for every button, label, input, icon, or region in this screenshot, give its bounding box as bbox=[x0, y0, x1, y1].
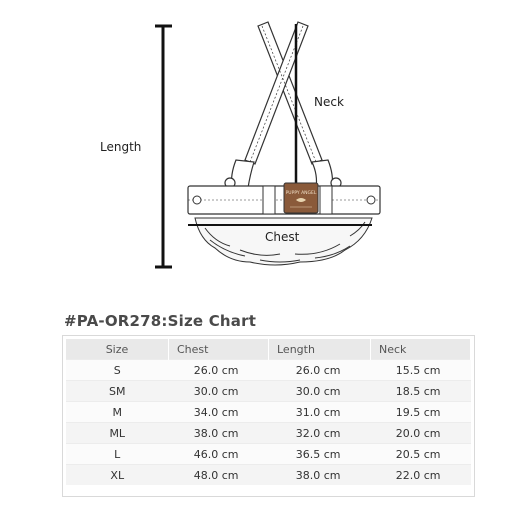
cell-size: L bbox=[66, 444, 169, 465]
size-chart-table-container bbox=[62, 335, 475, 497]
header-size: Size bbox=[66, 339, 169, 360]
cell-length: 26.0 cm bbox=[269, 360, 371, 381]
cell-chest: 38.0 cm bbox=[169, 423, 269, 444]
cell-neck: 15.5 cm bbox=[371, 360, 471, 381]
cell-neck: 19.5 cm bbox=[371, 402, 471, 423]
table-row bbox=[66, 444, 471, 465]
brand-tag-text: PUPPY ANGEL bbox=[285, 191, 317, 196]
length-label: Length bbox=[100, 140, 142, 154]
table-row bbox=[66, 423, 471, 444]
cell-chest: 30.0 cm bbox=[169, 381, 269, 402]
table-header-row bbox=[66, 339, 471, 360]
length-measure-line bbox=[155, 26, 172, 267]
cell-length: 30.0 cm bbox=[269, 381, 371, 402]
table-row bbox=[66, 360, 471, 381]
header-neck: Neck bbox=[371, 339, 471, 360]
cell-chest: 34.0 cm bbox=[169, 402, 269, 423]
size-chart-table bbox=[66, 339, 471, 485]
cell-size: M bbox=[66, 402, 169, 423]
chest-band bbox=[188, 183, 380, 214]
header-length: Length bbox=[269, 339, 371, 360]
table-row bbox=[66, 402, 471, 423]
cell-length: 32.0 cm bbox=[269, 423, 371, 444]
neck-label: Neck bbox=[314, 95, 344, 109]
chest-label: Chest bbox=[265, 230, 300, 244]
table-row bbox=[66, 465, 471, 486]
size-chart-title: #PA-OR278:Size Chart bbox=[64, 312, 257, 330]
cell-size: SM bbox=[66, 381, 169, 402]
cell-chest: 48.0 cm bbox=[169, 465, 269, 486]
header-chest: Chest bbox=[169, 339, 269, 360]
cell-neck: 18.5 cm bbox=[371, 381, 471, 402]
cell-length: 38.0 cm bbox=[269, 465, 371, 486]
cell-chest: 26.0 cm bbox=[169, 360, 269, 381]
cell-size: XL bbox=[66, 465, 169, 486]
table-row bbox=[66, 381, 471, 402]
cell-length: 36.5 cm bbox=[269, 444, 371, 465]
cell-length: 31.0 cm bbox=[269, 402, 371, 423]
cell-neck: 20.0 cm bbox=[371, 423, 471, 444]
cell-neck: 20.5 cm bbox=[371, 444, 471, 465]
cell-size: S bbox=[66, 360, 169, 381]
cell-neck: 22.0 cm bbox=[371, 465, 471, 486]
cell-size: ML bbox=[66, 423, 169, 444]
cell-chest: 46.0 cm bbox=[169, 444, 269, 465]
